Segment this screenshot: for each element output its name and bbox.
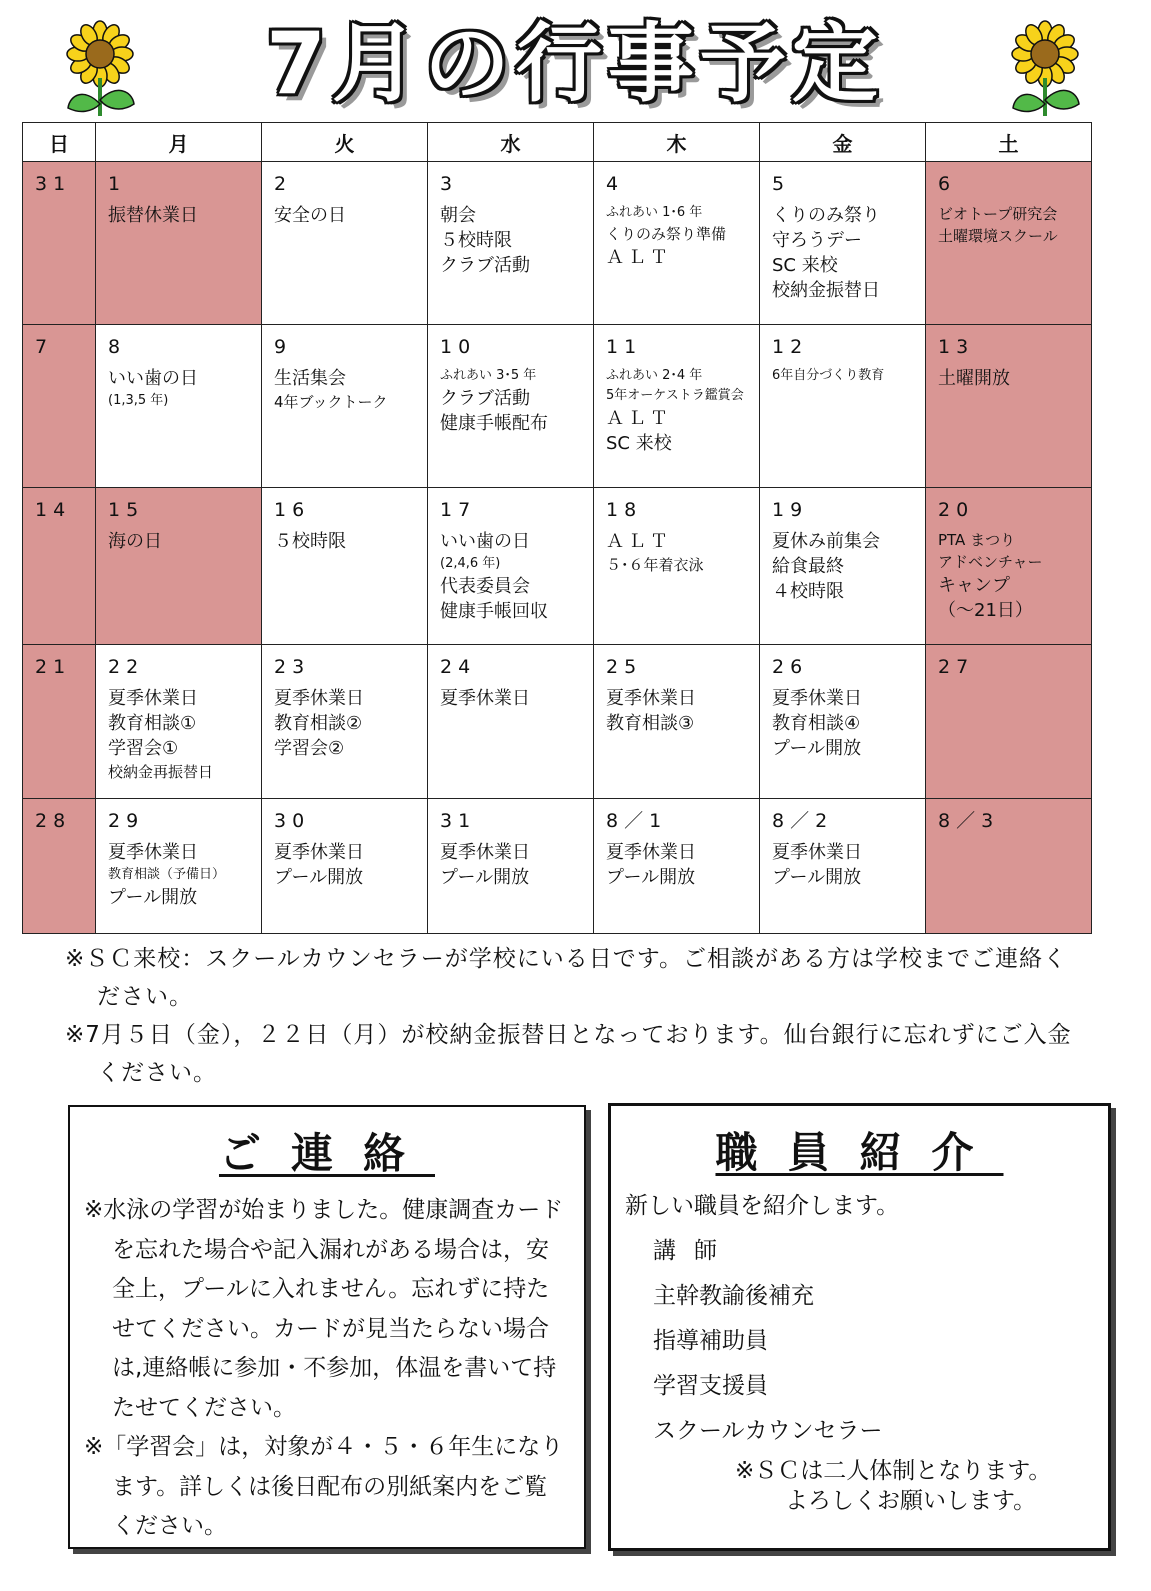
day-content <box>428 162 593 282</box>
calendar-day-cell <box>23 488 96 645</box>
day-number: 25 <box>606 656 643 678</box>
day-event: 4年ブックトーク <box>274 393 388 411</box>
day-event: (2,4,6 年) <box>440 556 501 571</box>
day-event: クラブ活動 <box>440 388 530 409</box>
day-event: 健康手帳配布 <box>440 413 548 434</box>
day-number: 12 <box>772 336 809 358</box>
day-number: 1 <box>108 173 127 195</box>
weekday-header: 木 <box>594 123 760 162</box>
day-event: 教育相談① <box>108 713 197 734</box>
day-event: 夏季休業日 <box>274 688 364 709</box>
calendar-day-cell <box>760 645 926 799</box>
day-number: 26 <box>772 656 809 678</box>
calendar-day-cell <box>594 325 760 488</box>
staff-role: 主幹教諭後補充 <box>653 1283 814 1309</box>
calendar-day-cell <box>262 799 428 934</box>
calendar-week-row <box>23 645 1092 799</box>
day-content <box>96 488 261 558</box>
calendar-day-cell <box>96 799 262 934</box>
day-content <box>926 325 1091 395</box>
day-content <box>428 325 593 440</box>
calendar-day-cell <box>428 799 594 934</box>
day-event: ５校時限 <box>440 230 512 251</box>
day-number: 2 <box>274 173 293 195</box>
staff-title <box>611 1120 1108 1180</box>
calendar-day-cell <box>594 799 760 934</box>
day-event: ５･６年着衣泳 <box>606 556 704 574</box>
day-event: 夏季休業日 <box>274 842 364 863</box>
calendar-day-cell <box>428 488 594 645</box>
calendar-table <box>22 122 1092 934</box>
day-content <box>760 645 925 765</box>
day-content <box>760 162 925 307</box>
day-number: 20 <box>938 499 975 521</box>
calendar-day-cell <box>23 325 96 488</box>
calendar-day-cell <box>926 799 1092 934</box>
day-number: 23 <box>274 656 311 678</box>
day-number: 30 <box>274 810 311 832</box>
day-event: 6年自分づくり教育 <box>772 368 885 383</box>
day-event: 振替休業日 <box>108 205 198 226</box>
day-event: 学習会② <box>274 738 345 759</box>
contact-box <box>68 1105 586 1549</box>
day-event: 教育相談④ <box>772 713 861 734</box>
day-event: 夏休み前集会 <box>772 531 880 552</box>
staff-box <box>608 1103 1111 1551</box>
day-event: （～21日） <box>938 600 1033 621</box>
weekday-header: 月 <box>96 123 262 162</box>
day-number: 18 <box>606 499 643 521</box>
calendar-day-cell <box>262 325 428 488</box>
day-content <box>262 325 427 417</box>
calendar-week-row <box>23 488 1092 645</box>
day-content <box>96 325 261 415</box>
contact-item: ※「学習会」は，対象が４・５・６年生になります。詳しくは後日配布の別紙案内をご覧ください。 <box>84 1434 564 1539</box>
calendar-day-cell <box>594 488 760 645</box>
header <box>0 0 1151 122</box>
calendar-week-row <box>23 162 1092 325</box>
day-content <box>23 325 95 370</box>
calendar-day-cell <box>760 162 926 325</box>
day-event: 夏季休業日 <box>440 688 530 709</box>
day-event: 学習会① <box>108 738 179 759</box>
day-number: 8 <box>108 336 127 358</box>
day-content <box>262 162 427 232</box>
day-event: いい歯の日 <box>440 531 530 552</box>
day-content <box>760 325 925 390</box>
day-number: 11 <box>606 336 643 358</box>
day-content <box>926 645 1091 690</box>
notes <box>65 940 1075 1092</box>
calendar-day-cell <box>428 325 594 488</box>
calendar-day-cell <box>23 645 96 799</box>
day-event: ビオトープ研究会 <box>938 205 1058 223</box>
day-event: プール開放 <box>440 867 530 888</box>
day-number: 8／2 <box>772 810 834 832</box>
day-event: プール開放 <box>772 738 862 759</box>
calendar-day-cell <box>760 799 926 934</box>
day-event: (1,3,5 年) <box>108 393 169 408</box>
day-event: プール開放 <box>606 867 696 888</box>
calendar-day-cell <box>262 645 428 799</box>
day-event: ４校時限 <box>772 581 844 602</box>
calendar-day-cell <box>926 162 1092 325</box>
day-number: 17 <box>440 499 477 521</box>
day-number: 16 <box>274 499 311 521</box>
day-event: 夏季休業日 <box>772 688 862 709</box>
calendar-day-cell <box>926 645 1092 799</box>
day-content <box>926 488 1091 627</box>
day-content <box>96 799 261 914</box>
day-number: 3 <box>440 173 459 195</box>
day-number: 31 <box>35 173 72 195</box>
day-content <box>428 645 593 715</box>
day-number: 8／3 <box>938 810 1000 832</box>
day-event: 夏季休業日 <box>606 688 696 709</box>
day-event: 夏季休業日 <box>108 688 198 709</box>
page-title: 7月の行事予定 <box>266 14 884 114</box>
day-event: SC 来校 <box>606 433 672 454</box>
contact-title-text: ご連絡 <box>218 1129 435 1178</box>
day-event: 校納金再振替日 <box>108 763 214 781</box>
day-content <box>594 488 759 580</box>
day-event: 教育相談② <box>274 713 363 734</box>
calendar-day-cell <box>96 325 262 488</box>
calendar-day-cell <box>760 488 926 645</box>
calendar-day-cell <box>23 799 96 934</box>
calendar-body <box>23 162 1092 934</box>
calendar-day-cell <box>926 325 1092 488</box>
day-event: 守ろうデー <box>772 230 862 251</box>
day-event: プール開放 <box>108 887 198 908</box>
note-payment: ※7月５日（金），２２日（月）が校納金振替日となっております。仙台銀行に忘れずにご入金ください。 <box>65 1022 1072 1086</box>
day-event: SC 来校 <box>772 255 838 276</box>
day-number: 29 <box>108 810 145 832</box>
sunflower-icon <box>1005 20 1085 120</box>
weekday-header: 火 <box>262 123 428 162</box>
calendar-day-cell <box>96 162 262 325</box>
weekday-header-row <box>23 123 1092 162</box>
day-content <box>428 799 593 894</box>
day-event: 給食最終 <box>772 556 844 577</box>
staff-body <box>625 1184 1098 1516</box>
staff-role: 指導補助員 <box>653 1328 768 1354</box>
day-number: 24 <box>440 656 477 678</box>
staff-intro: 新しい職員を紹介します。 <box>625 1193 900 1219</box>
staff-role: 講師 <box>653 1238 735 1264</box>
day-event: くりのみ祭り <box>772 205 880 226</box>
day-event: プール開放 <box>274 867 364 888</box>
calendar-day-cell <box>23 162 96 325</box>
day-event: 教育相談③ <box>606 713 695 734</box>
day-content <box>428 488 593 628</box>
day-content <box>760 488 925 608</box>
calendar-day-cell <box>96 645 262 799</box>
day-content <box>262 799 427 894</box>
day-number: 10 <box>440 336 477 358</box>
day-content <box>760 799 925 894</box>
weekday-header: 金 <box>760 123 926 162</box>
day-event: 教育相談（予備日） <box>108 867 226 882</box>
day-event: いい歯の日 <box>108 368 198 389</box>
day-content <box>96 162 261 232</box>
day-event: 海の日 <box>108 531 162 552</box>
day-content <box>594 799 759 894</box>
contact-body <box>84 1191 570 1547</box>
calendar-week-row <box>23 799 1092 934</box>
day-event: ふれあい 2･4 年 <box>606 368 703 383</box>
weekday-header: 水 <box>428 123 594 162</box>
day-content <box>23 645 95 690</box>
day-event: 健康手帳回収 <box>440 601 548 622</box>
calendar-day-cell <box>594 645 760 799</box>
day-event: 校納金振替日 <box>772 280 880 301</box>
day-content <box>926 799 1091 844</box>
day-number: 13 <box>938 336 975 358</box>
day-number: 21 <box>35 656 72 678</box>
day-event: ５校時限 <box>274 531 346 552</box>
day-event: 土曜開放 <box>938 368 1010 389</box>
day-content <box>594 162 759 274</box>
day-content <box>262 488 427 558</box>
day-content <box>594 645 759 740</box>
day-event: 土曜環境スクール <box>938 227 1058 245</box>
day-number: 8／1 <box>606 810 668 832</box>
day-event: ふれあい 1･6 年 <box>606 205 703 220</box>
day-event: くりのみ祭り準備 <box>606 225 727 243</box>
day-content <box>23 162 95 207</box>
day-number: 22 <box>108 656 145 678</box>
note-sc: ※ＳＣ来校：スクールカウンセラーが学校にいる日です。ご相談がある方は学校までご連絡ください。 <box>65 946 1067 1010</box>
day-event: 朝会 <box>440 205 476 226</box>
staff-role: 学習支援員 <box>653 1373 768 1399</box>
calendar-day-cell <box>262 162 428 325</box>
staff-title-text: 職員紹介 <box>715 1128 1004 1177</box>
day-number: 4 <box>606 173 625 195</box>
sunflower-icon <box>60 20 140 120</box>
day-event: 夏季休業日 <box>606 842 696 863</box>
calendar-day-cell <box>760 325 926 488</box>
calendar-day-cell <box>926 488 1092 645</box>
weekday-header: 日 <box>23 123 96 162</box>
day-content <box>23 799 95 844</box>
calendar-day-cell <box>594 162 760 325</box>
day-event: 夏季休業日 <box>772 842 862 863</box>
calendar-day-cell <box>96 488 262 645</box>
contact-item: ※水泳の学習が始まりました。健康調査カードを忘れた場合や記入漏れがある場合は，安全上，プールに入れません。忘れずに持たせてください。カードが見当たらない場合は,連絡帳に参加・不参加，体温を書いて持たせてください。 <box>84 1197 564 1421</box>
day-content <box>262 645 427 765</box>
day-event: ふれあい 3･5 年 <box>440 368 537 383</box>
day-event: アドベンチャー <box>938 553 1043 571</box>
staff-sc-note: ※ＳＣは二人体制となります。 <box>735 1458 1052 1484</box>
day-content <box>594 325 759 460</box>
day-event: 生活集会 <box>274 368 346 389</box>
day-number: 14 <box>35 499 72 521</box>
day-content <box>23 488 95 533</box>
day-number: 7 <box>35 336 54 358</box>
day-content <box>96 645 261 787</box>
day-event: 夏季休業日 <box>440 842 530 863</box>
calendar-day-cell <box>262 488 428 645</box>
day-number: 15 <box>108 499 145 521</box>
day-number: 27 <box>938 656 975 678</box>
day-content <box>926 162 1091 251</box>
day-event: ＡＬＴ <box>606 408 672 429</box>
day-event: クラブ活動 <box>440 255 530 276</box>
calendar-day-cell <box>428 162 594 325</box>
day-event: 5年オーケストラ鑑賞会 <box>606 388 744 403</box>
calendar-week-row <box>23 325 1092 488</box>
day-number: 28 <box>35 810 72 832</box>
day-event: プール開放 <box>772 867 862 888</box>
day-event: キャンプ <box>938 575 1010 596</box>
staff-role: スクールカウンセラー <box>653 1418 883 1444</box>
day-number: 6 <box>938 173 957 195</box>
day-event: ＡＬＴ <box>606 531 672 552</box>
day-event: 代表委員会 <box>440 576 530 597</box>
day-event: PTA まつり <box>938 531 1016 549</box>
day-number: 31 <box>440 810 477 832</box>
contact-title <box>70 1121 584 1181</box>
weekday-header: 土 <box>926 123 1092 162</box>
day-number: 19 <box>772 499 809 521</box>
calendar-day-cell <box>428 645 594 799</box>
day-number: 9 <box>274 336 293 358</box>
day-event: 安全の日 <box>274 205 346 226</box>
staff-sc-note-2: よろしくお願いします。 <box>785 1488 1037 1514</box>
day-event: 夏季休業日 <box>108 842 198 863</box>
day-event: ＡＬＴ <box>606 247 672 268</box>
day-number: 5 <box>772 173 791 195</box>
